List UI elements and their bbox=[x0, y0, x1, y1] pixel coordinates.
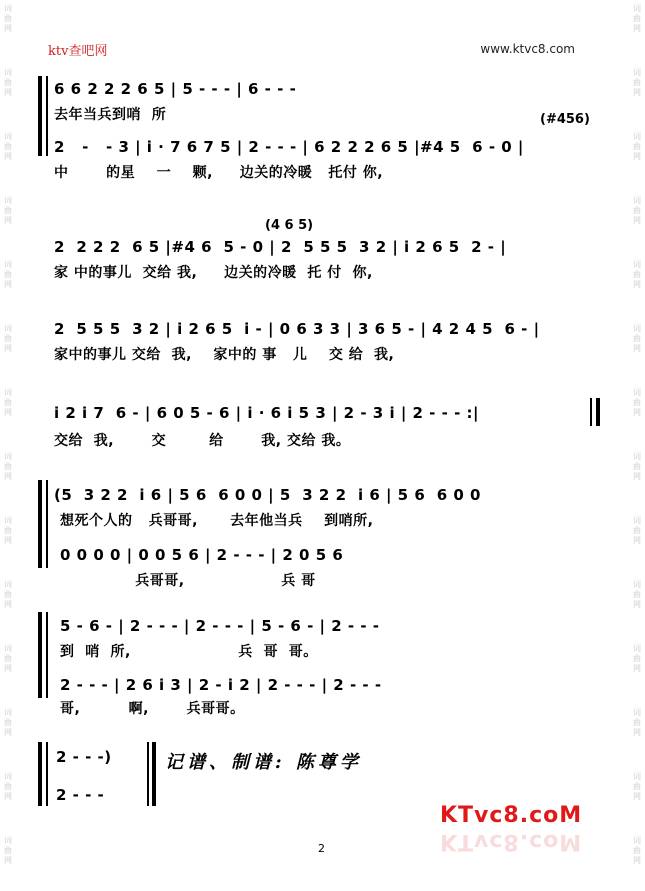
staff-row-2-lyrics: 家 中的事儿 交给 我, 边关的冷暖 托 付 你, bbox=[54, 265, 373, 281]
watermark-text: 词 曲 网 bbox=[633, 708, 641, 737]
system-bracket bbox=[38, 612, 42, 698]
staff-row-4-lyrics: 交给 我, 交 给 我, 交给 我。 bbox=[54, 433, 351, 449]
watermark-text: 词 曲 网 bbox=[633, 516, 641, 545]
watermark-text: 词 曲 网 bbox=[633, 132, 641, 161]
watermark-text: 词 曲 网 bbox=[4, 580, 12, 609]
page-number: 2 bbox=[318, 842, 325, 855]
staff-row-6b-notes: 2 - - - | 2 6 i 3 | 2 - i 2 | 2 - - - | 2 - - - bbox=[60, 676, 382, 694]
staff-row-5b-lyrics: 兵哥哥, 兵 哥 bbox=[60, 573, 316, 589]
watermark-text: 词 曲 网 bbox=[633, 772, 641, 801]
watermark-text: 词 曲 网 bbox=[633, 324, 641, 353]
watermark-text: 词 曲 网 bbox=[4, 196, 12, 225]
watermark-text: 词 曲 网 bbox=[4, 68, 12, 97]
system-line bbox=[46, 742, 48, 806]
staff-row-6b-lyrics: 哥, 啊, 兵哥哥。 bbox=[60, 701, 245, 717]
watermark-text: 词 曲 网 bbox=[4, 516, 12, 545]
staff-row-1a-lyrics: 去年当兵到哨 所 bbox=[54, 107, 167, 123]
staff-row-3-notes: 2 5 5 5 3 2 | i 2 6 5 i - | 0 6 3 3 | 3 6 5 - | 4 2 4 5 6 - | bbox=[54, 320, 540, 338]
watermark-text: 词 曲 网 bbox=[4, 4, 12, 33]
final-barline bbox=[147, 742, 149, 806]
staff-row-6a-notes: 5 - 6 - | 2 - - - | 2 - - - | 5 - 6 - | 2 - - - bbox=[60, 617, 380, 635]
staff-row-1b-notes: 2 - - 3 | i · 7 6 7 5 | 2 - - - | 6 2 2 2 6 5 |#4 5 6 - 0 | bbox=[54, 138, 524, 156]
watermark-text: 词 曲 网 bbox=[4, 708, 12, 737]
watermark-text: 词 曲 网 bbox=[633, 388, 641, 417]
watermark-text: 词 曲 网 bbox=[633, 260, 641, 289]
left-watermark-column bbox=[0, 0, 16, 891]
repeat-barline-thick bbox=[596, 398, 600, 426]
staff-row-7a-notes: 2 - - -) bbox=[56, 748, 112, 766]
watermark-text: 词 曲 网 bbox=[633, 580, 641, 609]
watermark-text: 词 曲 网 bbox=[4, 836, 12, 865]
staff-row-2-notes: 2 2 2 2 6 5 |#4 6 5 - 0 | 2 5 5 5 3 2 | i 2 6 5 2 - | bbox=[54, 238, 507, 256]
watermark-text: 词 曲 网 bbox=[633, 68, 641, 97]
watermark-text: 词 曲 网 bbox=[633, 196, 641, 225]
watermark-text: 词 曲 网 bbox=[4, 132, 12, 161]
watermark-text: 词 曲 网 bbox=[4, 452, 12, 481]
staff-row-1a-notes: 6 6 2 2 2 6 5 | 5 - - - | 6 - - - bbox=[54, 80, 297, 98]
system-bracket bbox=[38, 480, 42, 568]
watermark-text: 词 曲 网 bbox=[4, 772, 12, 801]
site-logo-reflection: KTvc8.coM bbox=[440, 829, 583, 854]
brand-label[interactable]: ktv查吧网 bbox=[48, 44, 108, 59]
site-logo: KTvc8.coM bbox=[440, 803, 583, 828]
watermark-text: 词 曲 网 bbox=[633, 644, 641, 673]
staff-row-6a-lyrics: 到 哨 所, 兵 哥 哥。 bbox=[60, 644, 318, 660]
row-2-annotation: (4 6 5) bbox=[265, 218, 314, 233]
staff-row-5a-notes: (5 3 2 2 i 6 | 5 6 6 0 0 | 5 3 2 2 i 6 | 5 6 6 0 0 bbox=[54, 486, 481, 504]
watermark-text: 词 曲 网 bbox=[633, 836, 641, 865]
staff-row-1b-lyrics: 中 的星 一 颗, 边关的冷暖 托付 你, bbox=[54, 165, 384, 181]
watermark-text: 词 曲 网 bbox=[633, 452, 641, 481]
watermark-text: 词 曲 网 bbox=[633, 4, 641, 33]
system-line bbox=[46, 76, 48, 156]
row-1b-annotation: (#456) bbox=[540, 112, 590, 127]
staff-row-7b-notes: 2 - - - bbox=[56, 786, 105, 804]
final-barline-thick bbox=[152, 742, 156, 806]
watermark-text: 词 曲 网 bbox=[4, 644, 12, 673]
watermark-text: 词 曲 网 bbox=[4, 388, 12, 417]
watermark-text: 词 曲 网 bbox=[4, 260, 12, 289]
system-bracket bbox=[38, 742, 42, 806]
staff-row-3-lyrics: 家中的事儿 交给 我, 家中的 事 儿 交 给 我, bbox=[54, 347, 395, 363]
staff-row-5a-lyrics: 想死个人的 兵哥哥, 去年他当兵 到哨所, bbox=[60, 513, 374, 529]
watermark-text: 词 曲 网 bbox=[4, 324, 12, 353]
staff-row-4-notes: i 2 i 7 6 - | 6 0 5 - 6 | i · 6 i 5 3 | 2 - 3 i | 2 - - - :| bbox=[54, 404, 479, 422]
transcription-credit: 记谱、制谱: 陈尊学 bbox=[165, 752, 362, 773]
staff-row-5b-notes: 0 0 0 0 | 0 0 5 6 | 2 - - - | 2 0 5 6 bbox=[60, 546, 344, 564]
system-line bbox=[46, 480, 48, 568]
repeat-barline bbox=[590, 398, 592, 426]
site-url[interactable]: www.ktvc8.com bbox=[480, 42, 575, 56]
system-bracket bbox=[38, 76, 42, 156]
system-line bbox=[46, 612, 48, 698]
right-watermark-column bbox=[629, 0, 645, 891]
